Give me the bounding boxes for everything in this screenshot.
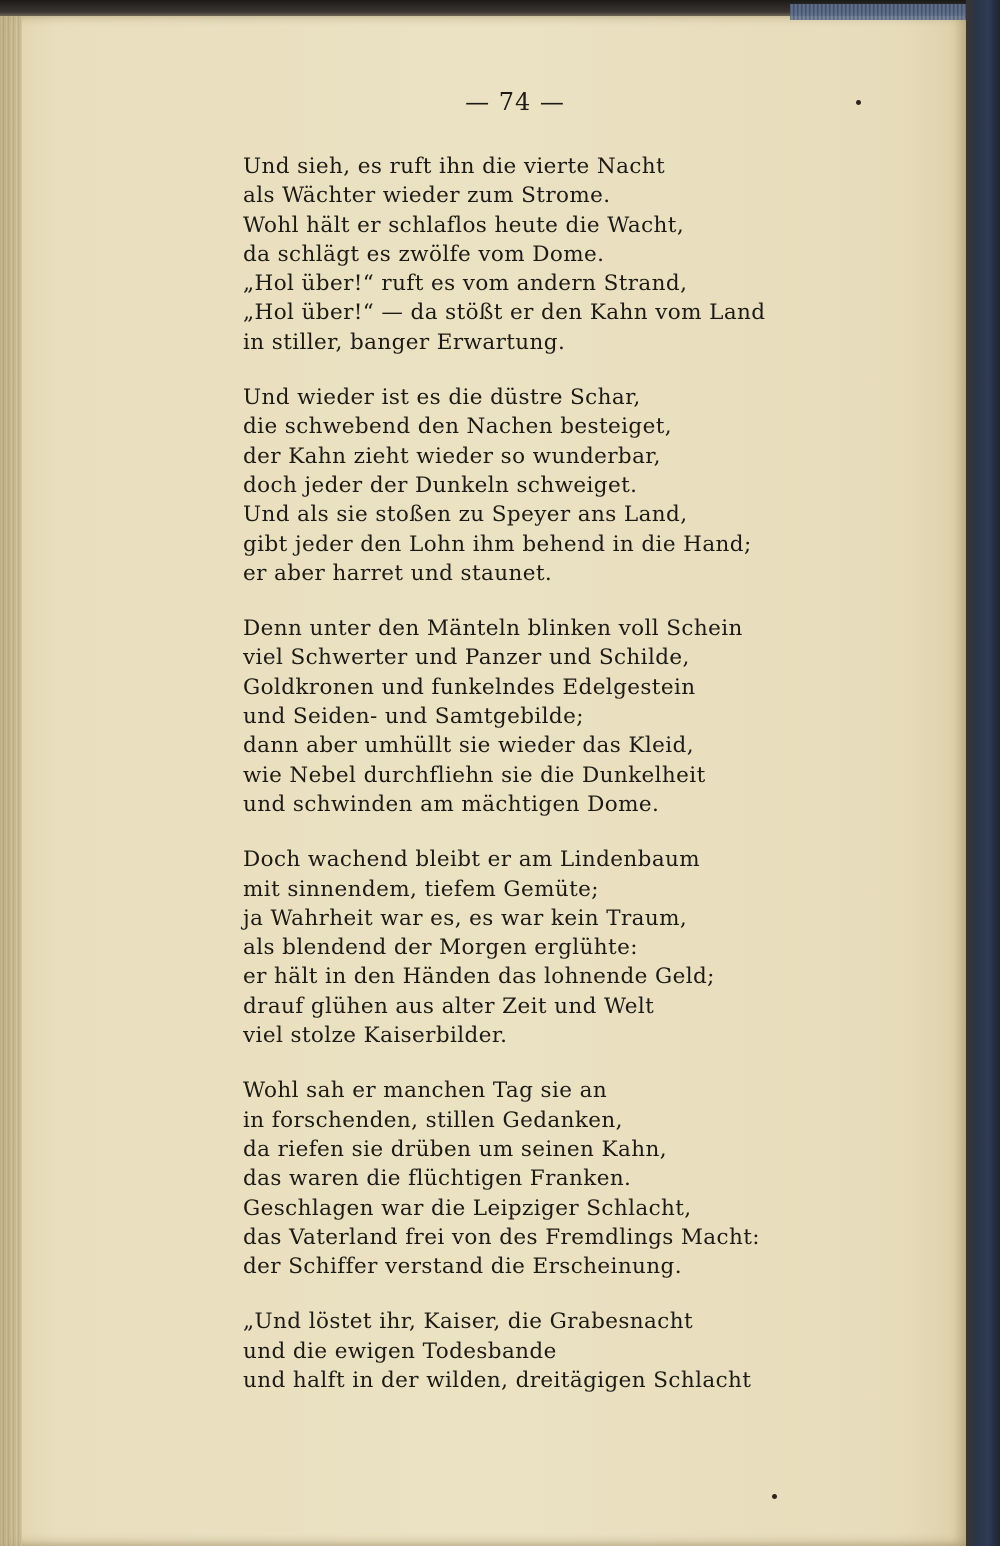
poem-line: drauf glühen aus alter Zeit und Welt: [243, 993, 655, 1019]
poem-line: und schwinden am mächtigen Dome.: [243, 791, 660, 817]
page-mark: [772, 1494, 777, 1499]
poem-line: gibt jeder den Lohn ihm behend in die Hand;: [243, 531, 752, 557]
stanza: [243, 1307, 863, 1395]
poem-line: Und sieh, es ruft ihn die vierte Nacht: [243, 154, 666, 179]
book-cover-edge: [966, 0, 1000, 1546]
poem-line: Goldkronen und funkelndes Edelgestein: [243, 674, 696, 700]
poem-line: die schwebend den Nachen besteiget,: [243, 414, 672, 440]
poem-line: als blendend der Morgen erglühte:: [243, 935, 638, 961]
poem-line: viel Schwerter und Panzer und Schilde,: [243, 645, 690, 671]
poem-text: [243, 152, 863, 1421]
poem-line: in forschenden, stillen Gedanken,: [243, 1107, 623, 1133]
poem-line: Und als sie stoßen zu Speyer ans Land,: [243, 502, 688, 528]
poem-line: Wohl hält er schlaflos heute die Wacht,: [243, 212, 685, 238]
poem-line: viel stolze Kaiserbilder.: [243, 1023, 508, 1049]
poem-line: Doch wachend bleibt er am Lindenbaum: [243, 847, 701, 873]
poem-line: „Hol über!“ — da stößt er den Kahn vom Land: [243, 300, 766, 326]
poem-line: das Vaterland frei von des Fremdlings Macht:: [243, 1224, 760, 1250]
poem-line: wie Nebel durchfliehn sie die Dunkelheit: [243, 762, 706, 788]
poem-line: das waren die flüchtigen Franken.: [243, 1166, 632, 1192]
poem-line: er hält in den Händen das lohnende Geld;: [243, 964, 715, 990]
poem-line: Geschlagen war die Leipziger Schlacht,: [243, 1195, 692, 1221]
poem-line: als Wächter wieder zum Strome.: [243, 183, 611, 209]
poem-line: er aber harret und staunet.: [243, 560, 553, 586]
poem-line: Denn unter den Mänteln blinken voll Schein: [243, 616, 743, 642]
poem-line: da riefen sie drüben um seinen Kahn,: [243, 1136, 667, 1162]
poem-line: der Kahn zieht wieder so wunderbar,: [243, 443, 661, 469]
stanza: [243, 383, 863, 588]
stanza: [243, 152, 863, 357]
poem-line: „Hol über!“ ruft es vom andern Strand,: [243, 271, 688, 297]
page-stack-edge: [0, 14, 22, 1546]
poem-line: Und wieder ist es die düstre Schar,: [243, 385, 641, 411]
poem-line: Wohl sah er manchen Tag sie an: [243, 1078, 608, 1104]
poem-line: und halft in der wilden, dreitägigen Schlacht: [243, 1367, 752, 1393]
poem-line: „Und löstet ihr, Kaiser, die Grabesnacht: [243, 1309, 693, 1335]
stanza: [243, 1076, 863, 1281]
poem-line: und Seiden- und Samtgebilde;: [243, 704, 584, 730]
poem-line: der Schiffer verstand die Erscheinung.: [243, 1254, 682, 1280]
poem-line: dann aber umhüllt sie wieder das Kleid,: [243, 733, 694, 759]
stanza: [243, 614, 863, 819]
poem-line: in stiller, banger Erwartung.: [243, 329, 566, 355]
stanza: [243, 845, 863, 1050]
page-mark: [856, 100, 861, 105]
poem-line: ja Wahrheit war es, es war kein Traum,: [243, 905, 688, 931]
poem-line: mit sinnendem, tiefem Gemüte;: [243, 876, 599, 902]
poem-line: und die ewigen Todesbande: [243, 1338, 557, 1364]
page-number: — 74 —: [465, 88, 565, 116]
poem-line: doch jeder der Dunkeln schweiget.: [243, 472, 638, 498]
poem-line: da schlägt es zwölfe vom Dome.: [243, 241, 605, 267]
